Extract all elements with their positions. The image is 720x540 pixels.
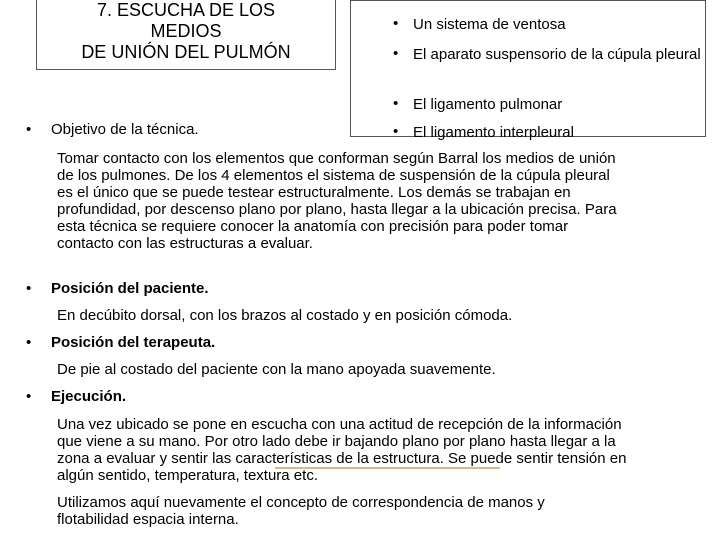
- bullet: •: [26, 280, 32, 297]
- bullet: •: [26, 388, 32, 405]
- section-heading-ejecucion: Ejecución.: [51, 388, 127, 405]
- section-paragraph: Una vez ubicado se pone en escucha con una actitud de recepción de la información que viene a su mano. Por otro lado debe ir bajando plano por plano hasta llegar a la zona a evaluar y sentir las características de la estructura. Se puede sentir tensión en algún sentido, temperatura, textura etc.: [57, 416, 627, 484]
- list-item-text: El ligamento pulmonar: [413, 96, 563, 113]
- slide-title: [36, 0, 336, 70]
- bullet: •: [393, 15, 399, 32]
- elements-list: [350, 0, 706, 141]
- section-heading-paciente: Posición del paciente.: [51, 280, 209, 297]
- bullet: •: [26, 121, 32, 138]
- bullet: •: [393, 45, 399, 62]
- section-heading-objetivo: Objetivo de la técnica.: [51, 121, 199, 138]
- section-paragraph: Utilizamos aquí nuevamente el concepto de correspondencia de manos y flotabilidad espacia interna.: [57, 494, 545, 528]
- bullet: •: [393, 123, 399, 140]
- title-line-2: MEDIOS: [150, 21, 222, 41]
- bullet: •: [393, 95, 399, 112]
- list-item-text: El aparato suspensorio de la cúpula pleural: [413, 46, 701, 63]
- title-line-1: 7. ESCUCHA DE LOS: [96, 0, 276, 20]
- section-paragraph: Tomar contacto con los elementos que conforman según Barral los medios de unión de los pulmones. De los 4 elementos el sistema de suspensión de la cúpula pleural es el único que se puede testear estructuralmente. Los demás se trabajan en profundidad, por descenso plano por plano, hasta llegar a la ubicación precisa. Para esta técnica se requiere conocer la anatomía con precisión para poder tomar contacto con las estructuras a evaluar.: [57, 150, 617, 252]
- list-item-text: Un sistema de ventosa: [413, 16, 566, 33]
- list-item-text: El ligamento interpleural: [413, 124, 574, 141]
- highlight-underline: [275, 467, 500, 469]
- section-paragraph: De pie al costado del paciente con la mano apoyada suavemente.: [57, 361, 496, 378]
- section-paragraph: En decúbito dorsal, con los brazos al costado y en posición cómoda.: [57, 307, 513, 324]
- section-heading-terapeuta: Posición del terapeuta.: [51, 334, 216, 351]
- bullet: •: [26, 334, 32, 351]
- title-line-3: DE UNIÓN DEL PULMÓN: [81, 42, 291, 62]
